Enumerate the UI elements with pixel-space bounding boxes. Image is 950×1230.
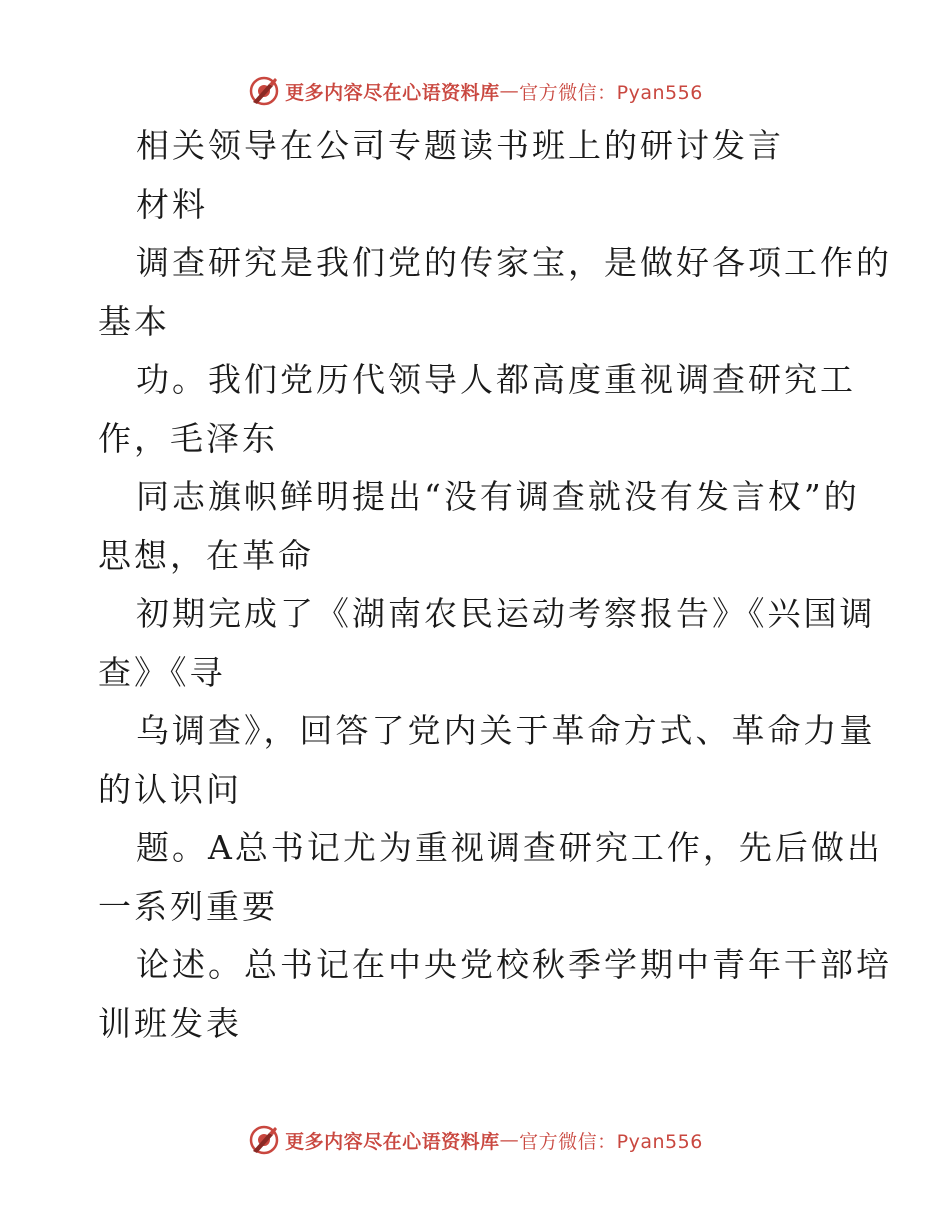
banner-lead-text: 更多内容尽在心语资料库 [285,1130,500,1153]
banner-wechat-text: 官方微信：Pyan556 [519,1130,703,1153]
header-banner [0,71,950,111]
paragraph-line-wrap: 训班发表 [98,1004,242,1043]
paragraph-line-wrap: 查》《寻 [98,653,226,692]
paragraph-line: 同志旗帜鲜明提出“没有调查就没有发言权”的 [136,477,860,516]
banner-dash: — [499,80,520,102]
paragraph-line-wrap: 作，毛泽东 [98,419,278,458]
footer-banner [0,1120,950,1160]
banner-lead-text: 更多内容尽在心语资料库 [285,81,500,104]
paragraph-line-wrap: 一系列重要 [98,887,278,926]
paragraph-line: 乌调查》，回答了党内关于革命方式、革命力量 [136,711,876,750]
paragraph-line: 调查研究是我们党的传家宝，是做好各项工作的 [136,243,892,282]
paragraph-line-wrap: 的认识问 [98,770,242,809]
paragraph-line: 材料 [136,185,208,224]
brand-logo-icon [247,74,281,108]
paragraph-line-wrap: 思想，在革命 [98,536,314,575]
paragraph-line-wrap: 基本 [98,302,170,341]
banner-dash: — [499,1129,520,1151]
paragraph-line: 题。A总书记尤为重视调查研究工作，先后做出 [136,828,883,867]
paragraph-line: 相关领导在公司专题读书班上的研讨发言 [136,126,784,165]
banner-wechat-text: 官方微信：Pyan556 [519,81,703,104]
paragraph-line: 论述。总书记在中央党校秋季学期中青年干部培 [136,945,892,984]
brand-logo-icon [247,1123,281,1157]
paragraph-line: 初期完成了《湖南农民运动考察报告》《兴国调 [136,594,876,633]
paragraph-line: 功。我们党历代领导人都高度重视调查研究工 [136,360,856,399]
